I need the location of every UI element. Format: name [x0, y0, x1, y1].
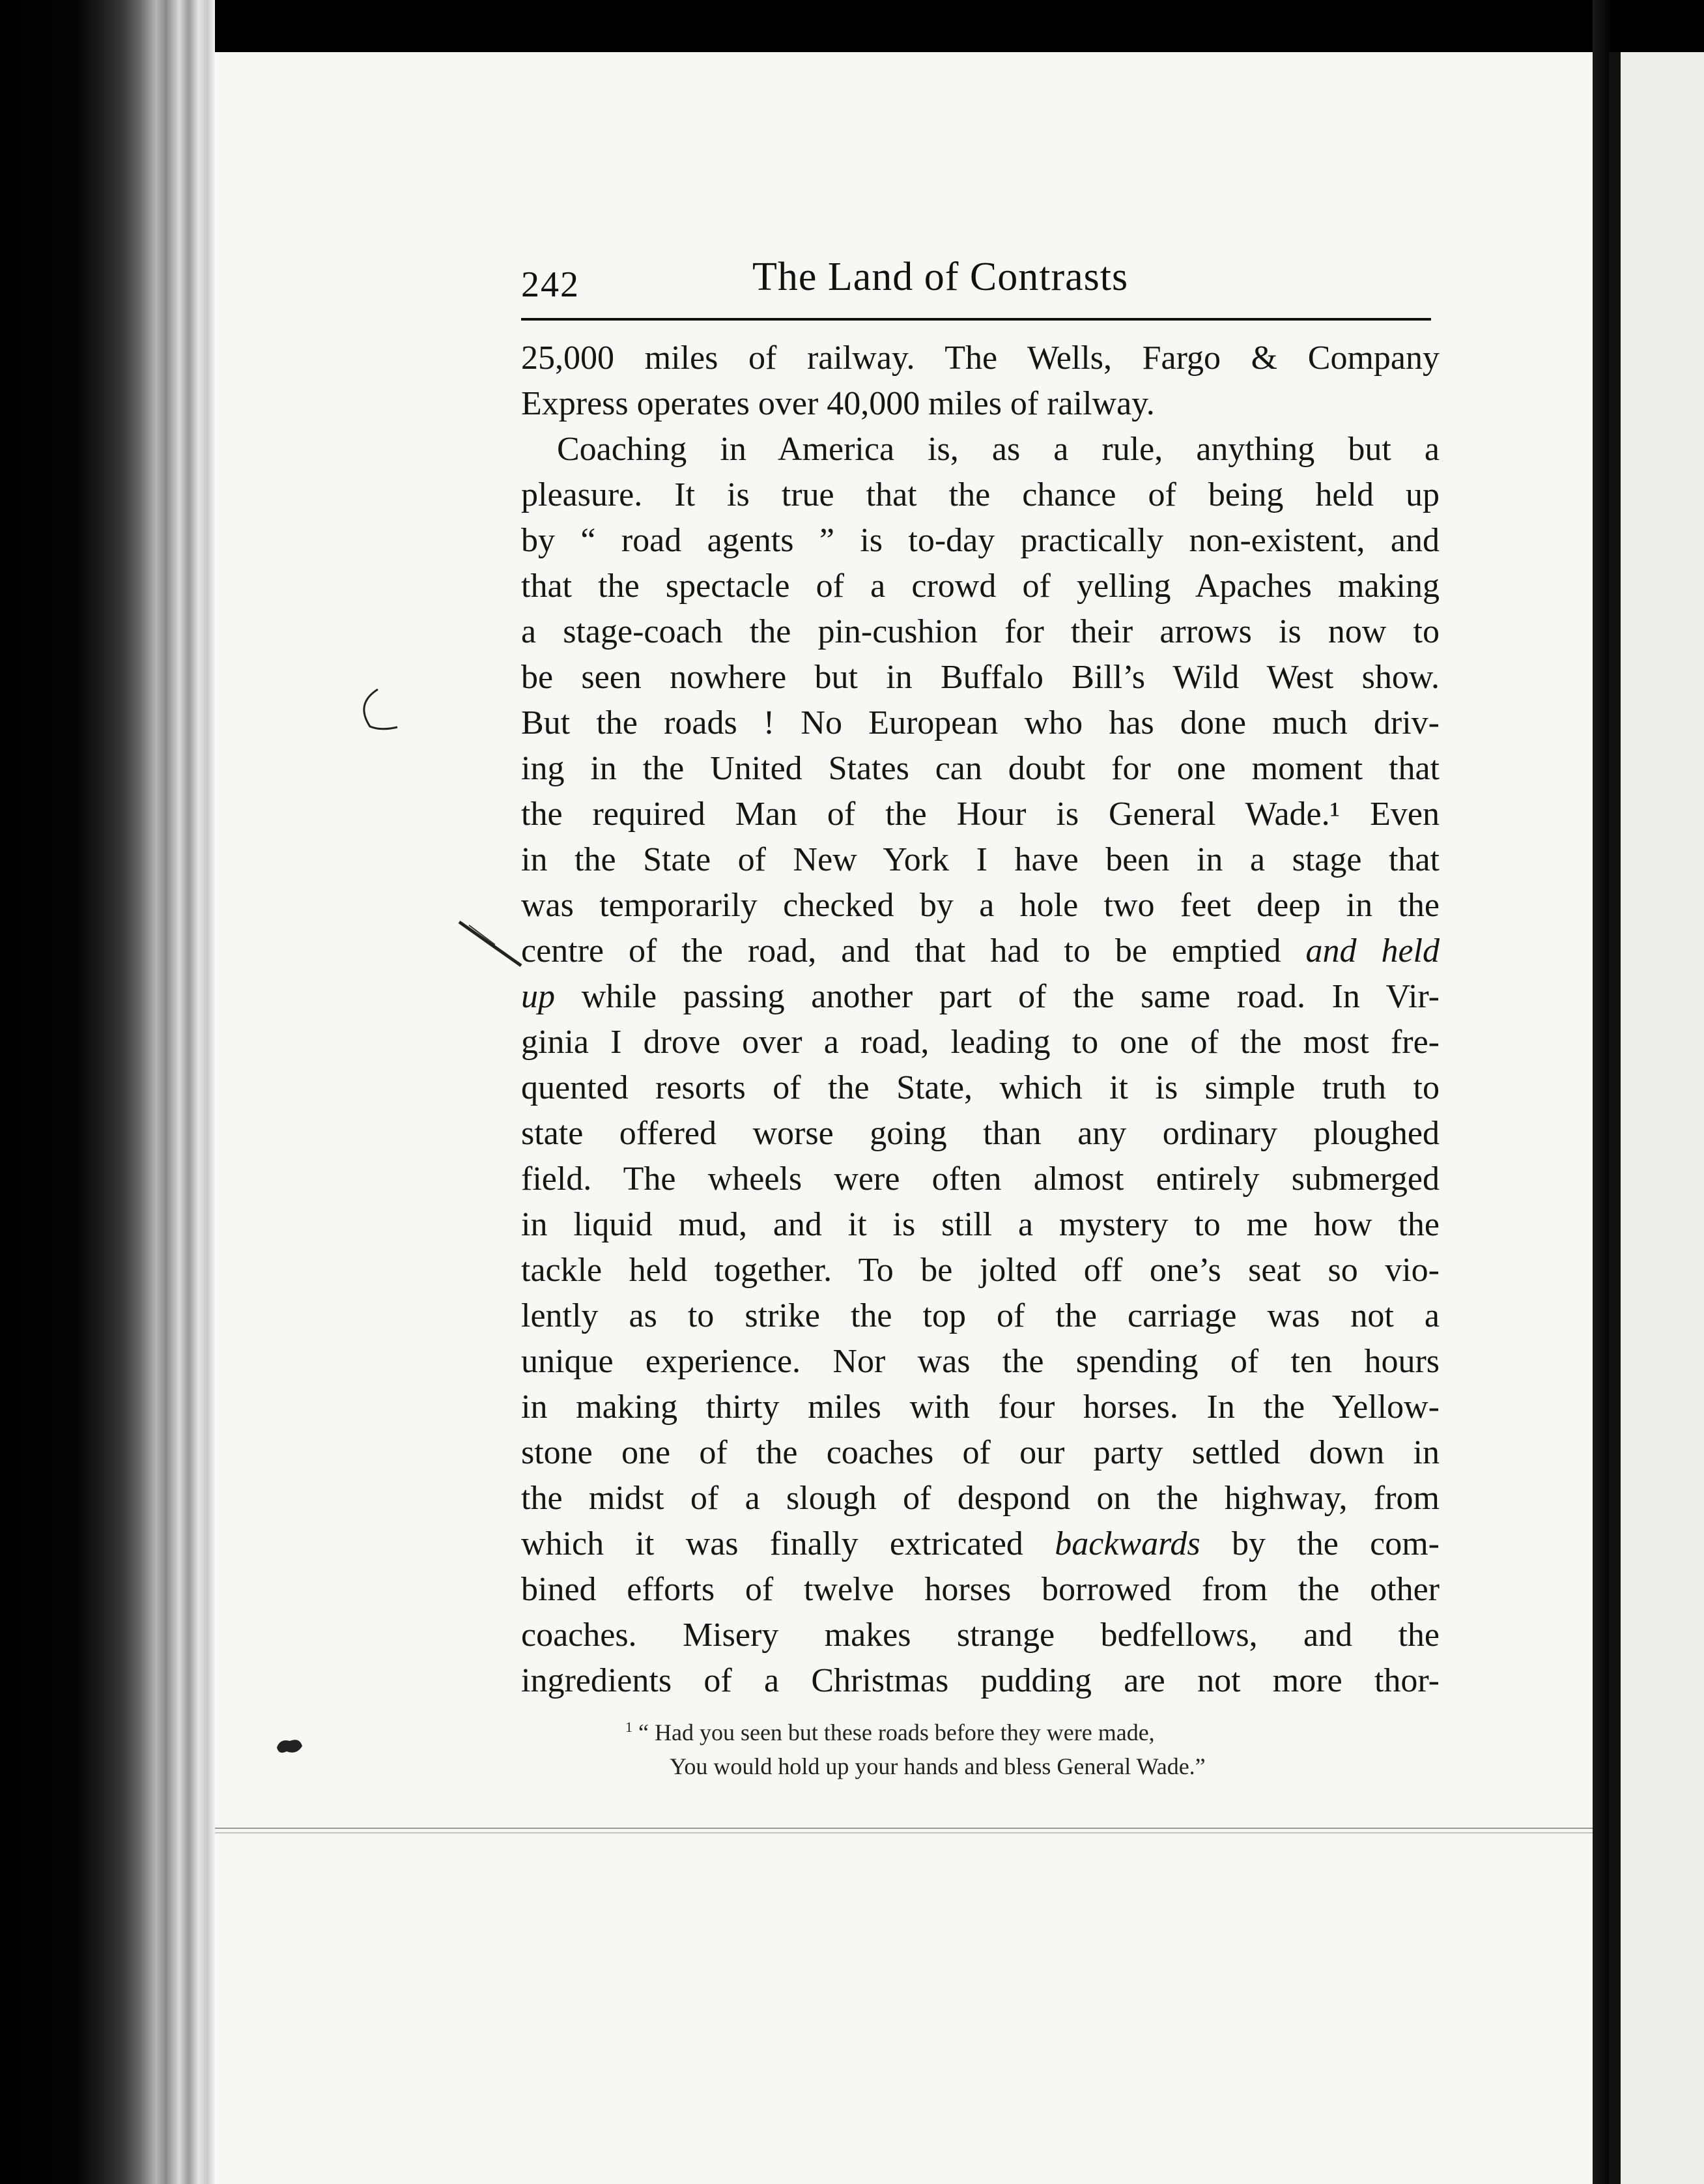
text-line: in making thirty miles with four horses. In the Yellow-	[521, 1388, 1440, 1426]
margin-arrow-mark	[456, 919, 528, 971]
text-line: pleasure. It is true that the chance of being held up	[521, 476, 1440, 513]
text-line: ginia I drove over a road, leading to one of the most fre-	[521, 1024, 1440, 1061]
text-line: stone one of the coaches of our party settled down in	[521, 1434, 1440, 1471]
margin-bracket-mark	[352, 684, 404, 736]
body-text	[521, 336, 1440, 1704]
text-line: that the spectacle of a crowd of yelling Apaches making	[521, 568, 1440, 605]
text-line: ing in the United States can doubt for one moment that	[521, 750, 1440, 787]
italic-text: up	[521, 978, 555, 1015]
footnote-line	[625, 1749, 1407, 1783]
footnote-line	[625, 1710, 1407, 1749]
text-line: in liquid mud, and it is still a mystery to me how the	[521, 1206, 1440, 1243]
text-line: be seen nowhere but in Buffalo Bill’s Wild West show.	[521, 659, 1440, 696]
text-line: ingredients of a Christmas pudding are not more thor-	[521, 1662, 1440, 1699]
page-bottom-rule	[215, 1832, 1593, 1833]
text-line: Coaching in America is, as a rule, anything but a	[557, 431, 1440, 468]
text-line: 25,000 miles of railway. The Wells, Fargo & Company	[521, 339, 1440, 377]
book-page-edges	[0, 0, 215, 2184]
header-rule	[521, 318, 1431, 321]
text-line: lently as to strike the top of the carriage was not a	[521, 1297, 1440, 1334]
text-line: in the State of New York I have been in a stage that	[521, 841, 1440, 878]
text-line: coaches. Misery makes strange bedfellows, and the	[521, 1616, 1440, 1654]
text-line: But the roads ! No European who has done much driv-	[521, 704, 1440, 741]
text-line: a stage-coach the pin-cushion for their arrows is now to	[521, 613, 1440, 650]
text-line: the required Man of the Hour is General Wade.¹ Even	[521, 796, 1440, 833]
page-number: 242	[521, 265, 580, 305]
facing-page-edge	[1609, 52, 1704, 2184]
italic-text: backwards	[1055, 1525, 1200, 1562]
text-line: centre of the road, and that had to be emptied and held	[521, 932, 1440, 970]
ink-blot-mark	[274, 1733, 306, 1759]
text-line: Express operates over 40,000 miles of railway.	[521, 385, 1155, 422]
italic-text: and held	[1305, 932, 1440, 970]
scan-top-border	[0, 0, 1704, 52]
text-line: state offered worse going than any ordinary ploughed	[521, 1115, 1440, 1152]
text-line: quented resorts of the State, which it is simple truth to	[521, 1069, 1440, 1106]
page-bottom-rule	[215, 1828, 1593, 1829]
footnote-text-1: “ Had you seen but these roads before they were made,	[638, 1719, 1155, 1746]
footnote	[625, 1710, 1407, 1783]
text-line: tackle held together. To be jolted off one’s seat so vio-	[521, 1252, 1440, 1289]
text-line: unique experience. Nor was the spending of ten hours	[521, 1343, 1440, 1380]
text-line: by “ road agents ” is to-day practically non-existent, and	[521, 522, 1440, 559]
footnote-marker: 1	[625, 1719, 632, 1735]
running-title: The Land of Contrasts	[752, 255, 1129, 299]
footnote-text-2: You would hold up your hands and bless General Wade.”	[670, 1753, 1206, 1779]
text-line: bined efforts of twelve horses borrowed from the other	[521, 1571, 1440, 1608]
text-line: was temporarily checked by a hole two feet deep in the	[521, 887, 1440, 924]
text-line: up while passing another part of the same road. In Vir-	[521, 978, 1440, 1015]
text-line: the midst of a slough of despond on the highway, from	[521, 1480, 1440, 1517]
text-line: which it was finally extricated backwards by the com-	[521, 1525, 1440, 1562]
text-line: field. The wheels were often almost entirely submerged	[521, 1160, 1440, 1198]
